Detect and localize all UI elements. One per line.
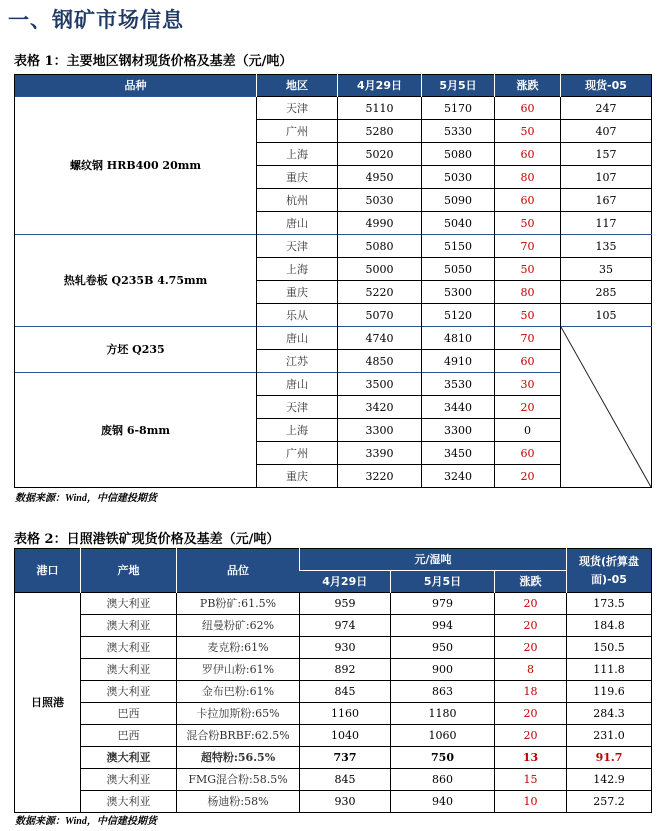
apr29-price: 930	[300, 791, 391, 813]
origin-cell: 澳大利亚	[81, 593, 177, 615]
may5-price: 3440	[422, 396, 495, 419]
price-change: 60	[495, 350, 561, 373]
region-cell: 广州	[257, 442, 338, 465]
header-grade: 品位	[177, 549, 300, 593]
basis-value: 111.8	[567, 659, 652, 681]
apr29-price: 4740	[338, 327, 422, 350]
price-change: 60	[495, 97, 561, 120]
apr29-price: 5110	[338, 97, 422, 120]
basis-value: 284.3	[567, 703, 652, 725]
basis-value: 407	[561, 120, 652, 143]
may5-price: 3450	[422, 442, 495, 465]
table-row	[15, 97, 652, 120]
price-change: 20	[495, 725, 567, 747]
price-change: 50	[495, 304, 561, 327]
may5-price: 900	[391, 659, 495, 681]
origin-cell: 巴西	[81, 703, 177, 725]
origin-cell: 巴西	[81, 725, 177, 747]
table-header-row	[15, 75, 652, 97]
apr29-price: 1040	[300, 725, 391, 747]
variety-cell: 废钢 6-8mm	[15, 373, 257, 488]
apr29-price: 959	[300, 593, 391, 615]
header-basis: 现货(折算盘面)-05	[567, 549, 652, 593]
may5-price: 3300	[422, 419, 495, 442]
region-cell: 上海	[257, 419, 338, 442]
basis-value: 173.5	[567, 593, 652, 615]
basis-value: 285	[561, 281, 652, 304]
header-origin: 产地	[81, 549, 177, 593]
apr29-price: 892	[300, 659, 391, 681]
table-row	[15, 659, 652, 681]
price-change: 50	[495, 120, 561, 143]
basis-value: 107	[561, 166, 652, 189]
variety-cell: 热轧卷板 Q235B 4.75mm	[15, 235, 257, 327]
basis-value: 167	[561, 189, 652, 212]
table-row	[15, 373, 652, 396]
may5-price: 5040	[422, 212, 495, 235]
may5-price: 4810	[422, 327, 495, 350]
price-change: 18	[495, 681, 567, 703]
apr29-price: 5000	[338, 258, 422, 281]
apr29-price: 1160	[300, 703, 391, 725]
may5-price: 5120	[422, 304, 495, 327]
price-change: 15	[495, 769, 567, 791]
port-cell: 日照港	[15, 593, 81, 813]
section-title: 一、钢矿市场信息	[8, 8, 184, 32]
diagonal-line	[561, 327, 651, 487]
iron-ore-price-table	[14, 548, 652, 813]
may5-price: 994	[391, 615, 495, 637]
apr29-price: 4950	[338, 166, 422, 189]
grade-cell: 纽曼粉矿:62%	[177, 615, 300, 637]
apr29-price: 4990	[338, 212, 422, 235]
region-cell: 江苏	[257, 350, 338, 373]
may5-price: 5080	[422, 143, 495, 166]
price-change: 20	[495, 593, 567, 615]
price-change: 20	[495, 703, 567, 725]
apr29-price: 5070	[338, 304, 422, 327]
region-cell: 上海	[257, 258, 338, 281]
may5-price: 860	[391, 769, 495, 791]
grade-cell: PB粉矿:61.5%	[177, 593, 300, 615]
apr29-price: 3500	[338, 373, 422, 396]
apr29-price: 3300	[338, 419, 422, 442]
price-change: 60	[495, 442, 561, 465]
grade-cell: 罗伊山粉:61%	[177, 659, 300, 681]
grade-cell: 超特粉:56.5%	[177, 747, 300, 769]
grade-cell: 金布巴粉:61%	[177, 681, 300, 703]
table-row	[15, 769, 652, 791]
apr29-price: 930	[300, 637, 391, 659]
apr29-price: 845	[300, 681, 391, 703]
may5-price: 3240	[422, 465, 495, 488]
table1-caption: 表格 1：主要地区钢材现货价格及基差（元/吨）	[14, 54, 293, 69]
may5-price: 5090	[422, 189, 495, 212]
may5-price: 5050	[422, 258, 495, 281]
may5-price: 4910	[422, 350, 495, 373]
basis-value: 117	[561, 212, 652, 235]
price-change: 70	[495, 327, 561, 350]
origin-cell: 澳大利亚	[81, 659, 177, 681]
price-change: 13	[495, 747, 567, 769]
apr29-price: 5280	[338, 120, 422, 143]
region-cell: 上海	[257, 143, 338, 166]
region-cell: 乐从	[257, 304, 338, 327]
apr29-price: 737	[300, 747, 391, 769]
price-change: 80	[495, 166, 561, 189]
apr29-price: 974	[300, 615, 391, 637]
basis-value: 119.6	[567, 681, 652, 703]
basis-value: 184.8	[567, 615, 652, 637]
origin-cell: 澳大利亚	[81, 769, 177, 791]
region-cell: 唐山	[257, 327, 338, 350]
table-row	[15, 637, 652, 659]
may5-price: 1180	[391, 703, 495, 725]
table-row	[15, 593, 652, 615]
price-change: 20	[495, 465, 561, 488]
price-change: 8	[495, 659, 567, 681]
table-row	[15, 615, 652, 637]
may5-price: 750	[391, 747, 495, 769]
region-cell: 广州	[257, 120, 338, 143]
origin-cell: 澳大利亚	[81, 681, 177, 703]
basis-value: 135	[561, 235, 652, 258]
header-port: 港口	[15, 549, 81, 593]
region-cell: 杭州	[257, 189, 338, 212]
basis-value: 105	[561, 304, 652, 327]
table-row	[15, 327, 652, 350]
may5-price: 5330	[422, 120, 495, 143]
may5-price: 979	[391, 593, 495, 615]
table-row	[15, 681, 652, 703]
region-cell: 天津	[257, 235, 338, 258]
price-change: 50	[495, 212, 561, 235]
price-change: 50	[495, 258, 561, 281]
price-change: 20	[495, 637, 567, 659]
header-apr29: 4月29日	[338, 75, 422, 97]
apr29-price: 3420	[338, 396, 422, 419]
origin-cell: 澳大利亚	[81, 791, 177, 813]
price-change: 0	[495, 419, 561, 442]
region-cell: 重庆	[257, 281, 338, 304]
price-change: 20	[495, 615, 567, 637]
table-row	[15, 725, 652, 747]
steel-price-table	[14, 74, 652, 488]
region-cell: 唐山	[257, 212, 338, 235]
table-header-row	[15, 549, 652, 571]
basis-value: 231.0	[567, 725, 652, 747]
header-may5: 5月5日	[391, 571, 495, 593]
basis-value: 91.7	[567, 747, 652, 769]
may5-price: 3530	[422, 373, 495, 396]
variety-cell: 螺纹钢 HRB400 20mm	[15, 97, 257, 235]
price-change: 80	[495, 281, 561, 304]
origin-cell: 澳大利亚	[81, 747, 177, 769]
price-change: 10	[495, 791, 567, 813]
table-row	[15, 747, 652, 769]
table-row	[15, 703, 652, 725]
grade-cell: 麦克粉:61%	[177, 637, 300, 659]
basis-value: 257.2	[567, 791, 652, 813]
price-change: 30	[495, 373, 561, 396]
table2-caption: 表格 2：日照港铁矿现货价格及基差（元/吨）	[14, 532, 280, 547]
header-apr29: 4月29日	[300, 571, 391, 593]
price-change: 20	[495, 396, 561, 419]
may5-price: 5150	[422, 235, 495, 258]
basis-value: 35	[561, 258, 652, 281]
may5-price: 863	[391, 681, 495, 703]
grade-cell: 卡拉加斯粉:65%	[177, 703, 300, 725]
may5-price: 5030	[422, 166, 495, 189]
header-change: 涨跌	[495, 571, 567, 593]
basis-value: 157	[561, 143, 652, 166]
header-unit-group: 元/湿吨	[300, 549, 567, 571]
basis-value: 142.9	[567, 769, 652, 791]
region-cell: 唐山	[257, 373, 338, 396]
table-row	[15, 791, 652, 813]
basis-value: 247	[561, 97, 652, 120]
empty-diagonal-cell	[561, 327, 652, 488]
grade-cell: 杨迪粉:58%	[177, 791, 300, 813]
may5-price: 5300	[422, 281, 495, 304]
apr29-price: 3390	[338, 442, 422, 465]
region-cell: 重庆	[257, 465, 338, 488]
apr29-price: 5080	[338, 235, 422, 258]
region-cell: 重庆	[257, 166, 338, 189]
header-may5: 5月5日	[422, 75, 495, 97]
grade-cell: 混合粉BRBF:62.5%	[177, 725, 300, 747]
price-change: 60	[495, 143, 561, 166]
header-variety: 品种	[15, 75, 257, 97]
apr29-price: 4850	[338, 350, 422, 373]
apr29-price: 3220	[338, 465, 422, 488]
apr29-price: 5220	[338, 281, 422, 304]
origin-cell: 澳大利亚	[81, 637, 177, 659]
grade-cell: FMG混合粉:58.5%	[177, 769, 300, 791]
region-cell: 天津	[257, 97, 338, 120]
may5-price: 5170	[422, 97, 495, 120]
table-row	[15, 235, 652, 258]
price-change: 60	[495, 189, 561, 212]
table2-source: 数据来源：Wind，中信建投期货	[15, 816, 157, 827]
may5-price: 950	[391, 637, 495, 659]
basis-value: 150.5	[567, 637, 652, 659]
table1-source: 数据来源：Wind，中信建投期货	[15, 493, 157, 504]
origin-cell: 澳大利亚	[81, 615, 177, 637]
may5-price: 1060	[391, 725, 495, 747]
apr29-price: 5030	[338, 189, 422, 212]
header-basis: 现货-05	[561, 75, 652, 97]
apr29-price: 845	[300, 769, 391, 791]
apr29-price: 5020	[338, 143, 422, 166]
variety-cell: 方坯 Q235	[15, 327, 257, 373]
price-change: 70	[495, 235, 561, 258]
region-cell: 天津	[257, 396, 338, 419]
may5-price: 940	[391, 791, 495, 813]
header-change: 涨跌	[495, 75, 561, 97]
header-region: 地区	[257, 75, 338, 97]
